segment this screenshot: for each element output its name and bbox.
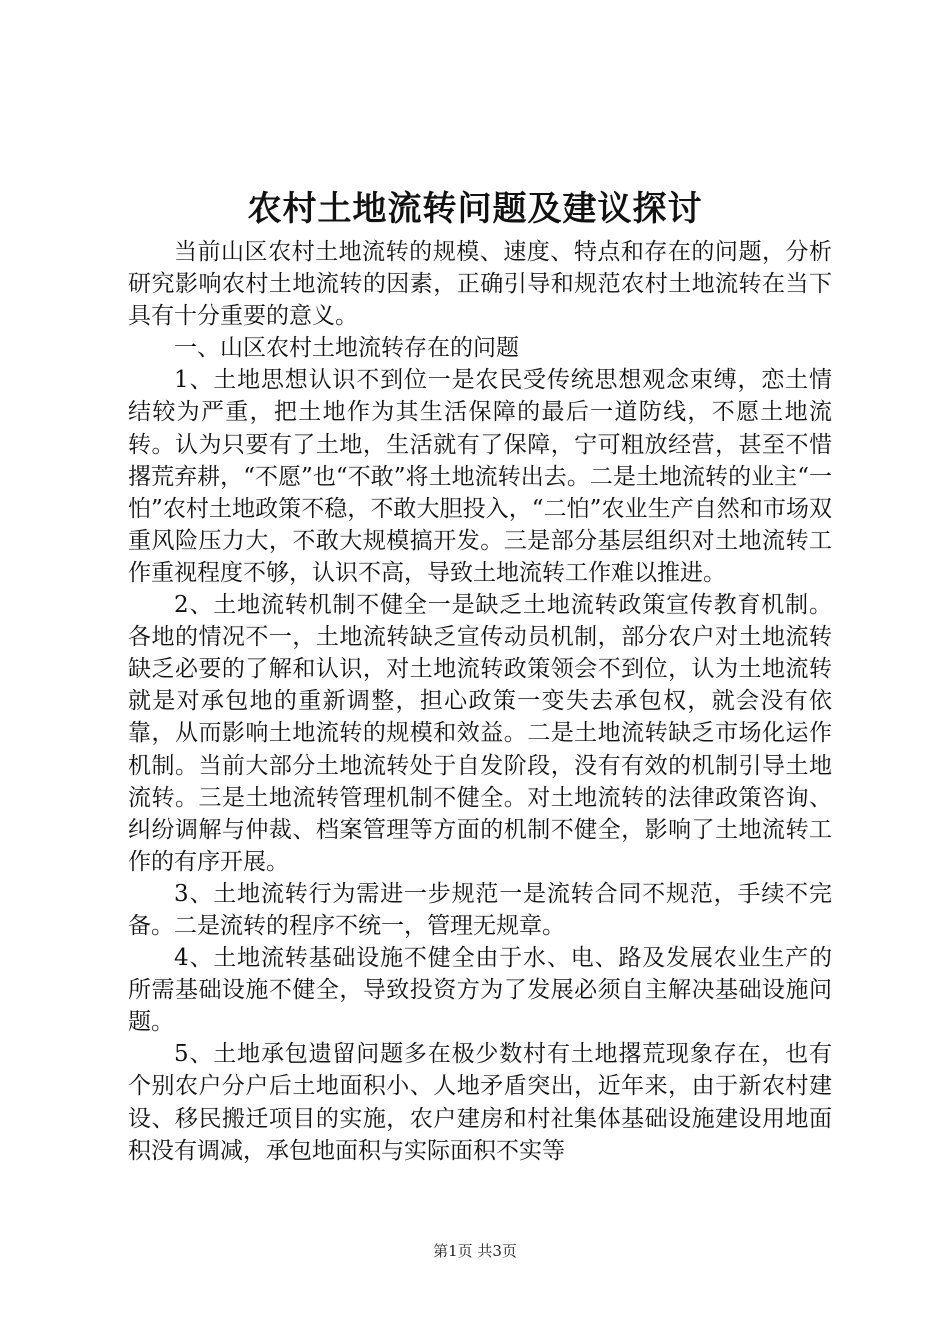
problem-paragraph-3: 3、土地流转行为需进一步规范一是流转合同不规范，手续不完备。二是流转的程序不统一，管理无规章。 bbox=[128, 880, 832, 939]
problem-paragraph-2: 2、土地流转机制不健全一是缺乏土地流转政策宣传教育机制。各地的情况不一，土地流转缺乏宣传动员机制，部分农户对土地流转缺乏必要的了解和认识，对土地流转政策领会不到位，认为土地流转就是对承包地的重新调整，担心政策一变失去承包权，就会没有依靠，从而影响土地流转的规模和效益。二是土地流转缺乏市场化运作机制。当前大部分土地流转处于自发阶段，没有有效的机制引导土地流转。三是土地流转管理机制不健全。对土地流转的法律政策咨询、纠纷调解与仲裁、档案管理等方面的机制不健全，影响了土地流转工作的有序开展。 bbox=[128, 592, 832, 875]
page-footer: 第1页 共3页 bbox=[433, 1242, 517, 1260]
document-body bbox=[128, 236, 832, 1167]
document-title: 农村土地流转问题及建议探讨 bbox=[247, 189, 703, 229]
intro-paragraph: 当前山区农村土地流转的规模、速度、特点和存在的问题，分析研究影响农村土地流转的因素，正确引导和规范农村土地流转在当下具有十分重要的意义。 bbox=[128, 239, 832, 330]
problem-paragraph-1: 1、土地思想认识不到位一是农民受传统思想观念束缚，恋土情结较为严重，把土地作为其生活保障的最后一道防线，不愿土地流转。认为只要有了土地，生活就有了保障，宁可粗放经营，甚至不惜撂荒弃耕，“不愿”也“不敢”将土地流转出去。二是土地流转的业主“一怕”农村土地政策不稳，不敢大胆投入，“二怕”农业生产自然和市场双重风险压力大，不敢大规模搞开发。三是部分基层组织对土地流转工作重视程度不够，认识不高，导致土地流转工作难以推进。 bbox=[128, 367, 832, 586]
section-heading: 一、山区农村土地流转存在的问题 bbox=[174, 335, 519, 362]
problem-paragraph-5: 5、土地承包遗留问题多在极少数村有土地撂荒现象存在，也有个别农户分户后土地面积小、人地矛盾突出，近年来，由于新农村建设、移民搬迁项目的实施，农户建房和村社集体基础设施建设用地面积没有调减，承包地面积与实际面积不实等 bbox=[128, 1041, 832, 1164]
problem-paragraph-4: 4、土地流转基础设施不健全由于水、电、路及发展农业生产的所需基础设施不健全，导致投资方为了发展必须自主解决基础设施问题。 bbox=[128, 945, 832, 1036]
